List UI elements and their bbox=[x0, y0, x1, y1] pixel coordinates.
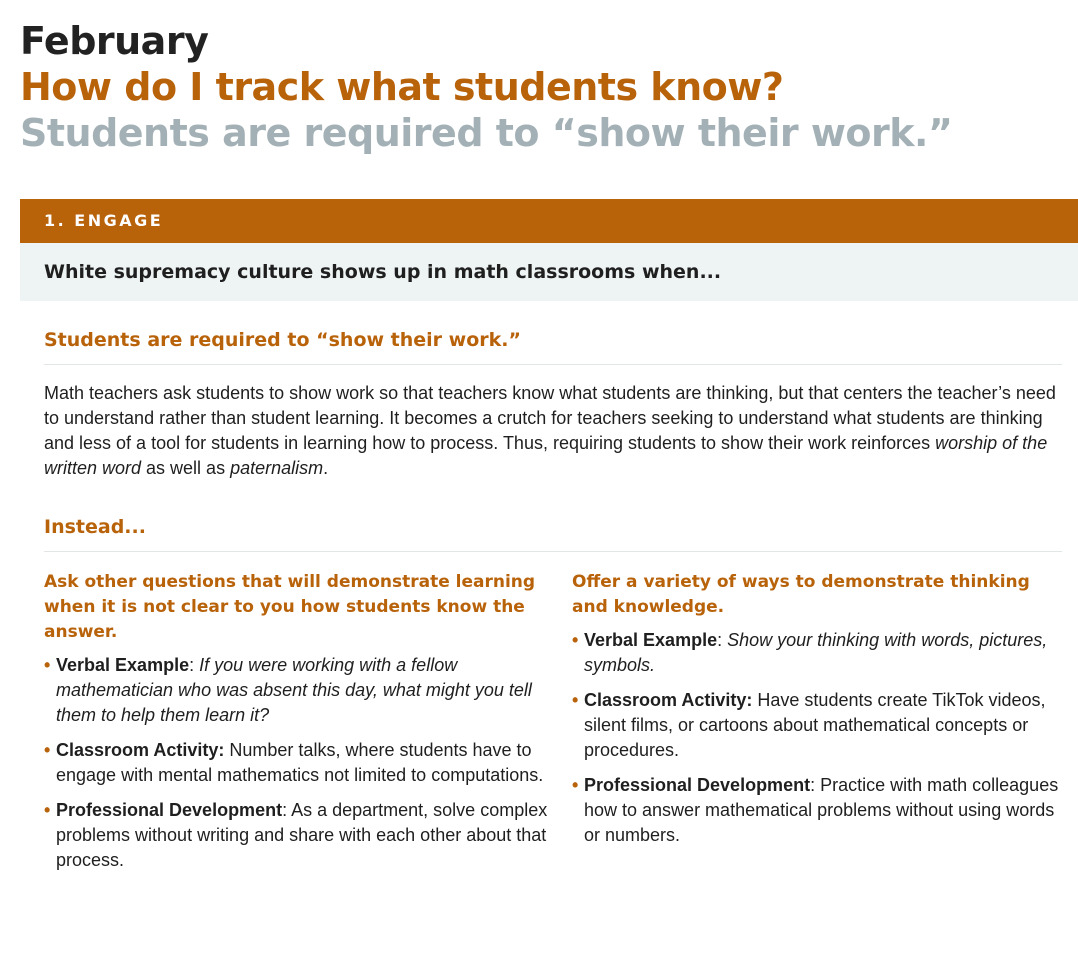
item-text: Show your thinking with words, pictures, symbols. bbox=[584, 630, 1048, 675]
instead-title: Instead... bbox=[44, 509, 1062, 552]
right-column-title: Offer a variety of ways to demonstrate thinking and knowledge. bbox=[572, 572, 1030, 617]
item-text: Have students create TikTok videos, silent films, or cartoons about mathematical concepts or procedures. bbox=[584, 690, 1046, 760]
practice-title: Students are required to “show their work.” bbox=[44, 322, 1062, 365]
list-item bbox=[44, 653, 560, 728]
left-list bbox=[44, 653, 560, 873]
item-label: Verbal Example bbox=[584, 630, 718, 650]
item-text: If you were working with a fellow mathematician who was absent this day, what might you tell them to help them learn it? bbox=[56, 655, 532, 725]
item-text: Number talks, where students have to engage with mental mathematics not limited to computations. bbox=[56, 740, 544, 785]
bullet-icon: • bbox=[44, 655, 51, 675]
list-item bbox=[572, 773, 1062, 848]
list-item bbox=[572, 628, 1062, 678]
item-separator: : bbox=[189, 655, 200, 675]
page-header bbox=[20, 18, 1058, 156]
paragraph-end: . bbox=[323, 458, 329, 478]
section-bar: 1. ENGAGE bbox=[20, 199, 1078, 243]
paragraph-start: Math teachers ask students to show work so that teachers know what students are thinking, but that centers the teacher’s need to understand rather than student learning. It becomes a crutch for teachers seeking to understand what students are thinking and less of a tool for students in learning how to process. Thus, requiring students to show their work reinforces bbox=[44, 383, 1056, 453]
item-separator: : bbox=[810, 775, 821, 795]
item-label: Classroom Activity: bbox=[56, 740, 225, 760]
content bbox=[44, 322, 1062, 883]
guiding-question: How do I track what students know? bbox=[20, 65, 784, 109]
bullet-icon: • bbox=[572, 690, 579, 710]
left-column bbox=[44, 570, 572, 883]
month-title: February bbox=[20, 19, 209, 63]
item-label: Verbal Example bbox=[56, 655, 190, 675]
bullet-icon: • bbox=[44, 800, 51, 820]
bullet-icon: • bbox=[44, 740, 51, 760]
bullet-icon: • bbox=[572, 775, 579, 795]
topic-title: Students are required to “show their work.” bbox=[20, 111, 953, 155]
item-separator: : bbox=[282, 800, 292, 820]
item-text: As a department, solve complex problems without writing and share with each other about that process. bbox=[56, 800, 548, 870]
item-label: Professional Development bbox=[584, 775, 811, 795]
instead-columns bbox=[44, 570, 1062, 883]
list-item bbox=[44, 798, 560, 873]
bullet-icon: • bbox=[572, 630, 579, 650]
paragraph-mid: as well as bbox=[141, 458, 231, 478]
item-text: Practice with math colleagues how to answer mathematical problems without using words or numbers. bbox=[584, 775, 1059, 845]
left-column-title: Ask other questions that will demonstrate learning when it is not clear to you how students know the answer. bbox=[44, 572, 536, 642]
item-separator: : bbox=[717, 630, 728, 650]
section-subhead: White supremacy culture shows up in math classrooms when... bbox=[20, 243, 1078, 301]
item-label: Classroom Activity: bbox=[584, 690, 753, 710]
right-column bbox=[572, 570, 1062, 883]
list-item bbox=[44, 738, 560, 788]
paragraph-emphasis-1: worship of the written word bbox=[44, 433, 1048, 478]
practice-paragraph bbox=[44, 381, 1062, 481]
right-list bbox=[572, 628, 1062, 848]
list-item bbox=[572, 688, 1062, 763]
item-label: Professional Development bbox=[56, 800, 283, 820]
paragraph-emphasis-2: paternalism bbox=[230, 458, 324, 478]
